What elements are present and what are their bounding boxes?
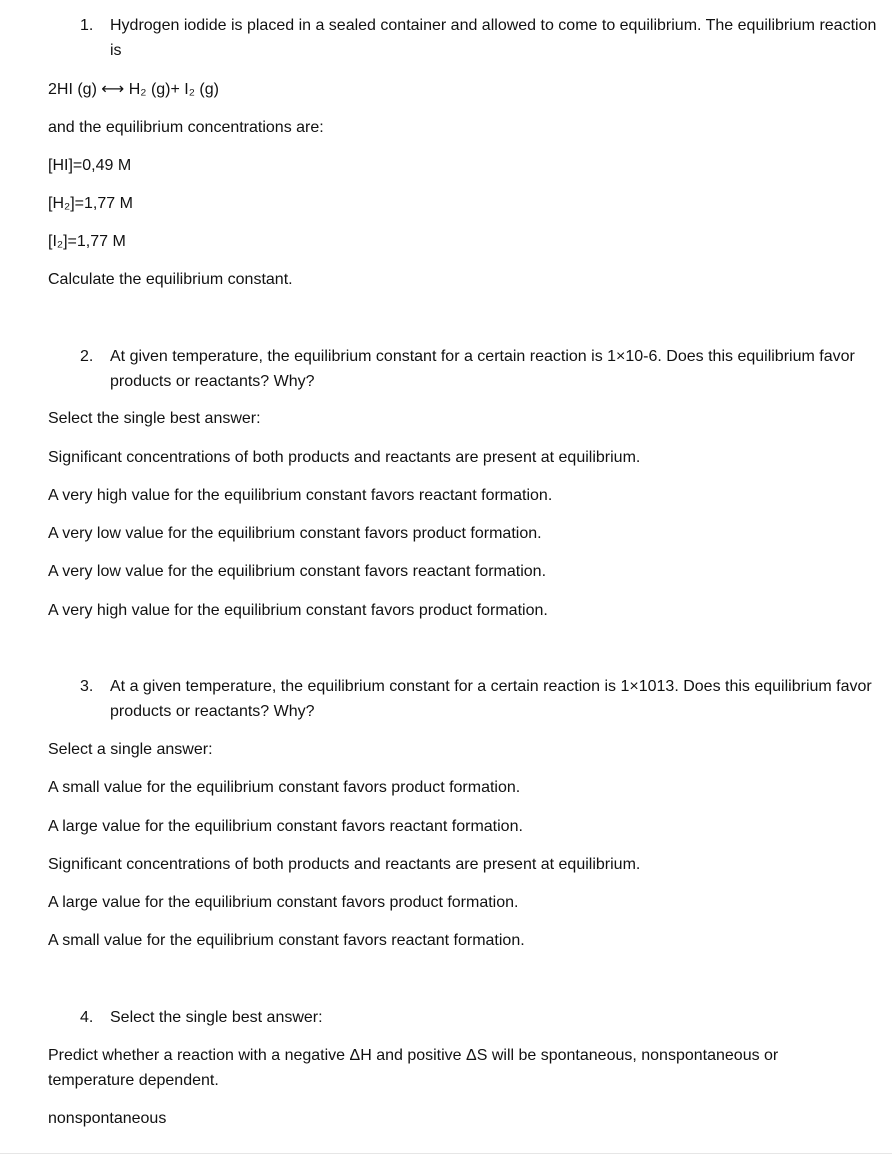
q2-option-5[interactable]: A very high value for the equilibrium constant favors product formation. (48, 602, 548, 619)
q4-answer[interactable]: nonspontaneous (48, 1110, 167, 1127)
q3-option-3[interactable]: Significant concentrations of both products and reactants are present at equilibrium. (48, 856, 641, 873)
q1-concentration-hi: [HI]=0,49 M (48, 157, 132, 174)
q3-prompt: Select a single answer: (48, 741, 213, 758)
q3-question: At a given temperature, the equilibrium constant for a certain reaction is 1×1013. Does this equilibrium favor products or reactants? Why? (110, 678, 872, 720)
q1-task: Calculate the equilibrium constant. (48, 271, 293, 288)
q1-intro: and the equilibrium concentrations are: (48, 119, 324, 136)
q3-option-5[interactable]: A small value for the equilibrium constant favors reactant formation. (48, 932, 525, 949)
q1-concentration-i2: [I₂]=1,77 M (48, 233, 126, 250)
q3-number: 3. (80, 678, 94, 695)
q2-number: 2. (80, 348, 94, 365)
q2-option-2[interactable]: A very high value for the equilibrium constant favors reactant formation. (48, 487, 553, 504)
q3-option-4[interactable]: A large value for the equilibrium constant favors product formation. (48, 894, 519, 911)
q2-option-1[interactable]: Significant concentrations of both products and reactants are present at equilibrium. (48, 449, 641, 466)
page-bottom-edge (0, 1153, 892, 1154)
q1-concentration-h2: [H₂]=1,77 M (48, 195, 133, 212)
q2-prompt: Select the single best answer: (48, 410, 261, 427)
q4-prompt: Select the single best answer: (110, 1009, 323, 1026)
q1-question: Hydrogen iodide is placed in a sealed container and allowed to come to equilibrium. The equilibrium reaction is (110, 17, 877, 59)
q2-question: At given temperature, the equilibrium constant for a certain reaction is 1×10-6. Does this equilibrium favor products or reactants? Why? (110, 348, 855, 390)
q1-number: 1. (80, 17, 94, 34)
q2-option-4[interactable]: A very low value for the equilibrium constant favors reactant formation. (48, 563, 547, 580)
q3-option-2[interactable]: A large value for the equilibrium constant favors reactant formation. (48, 818, 523, 835)
q3-option-1[interactable]: A small value for the equilibrium constant favors product formation. (48, 779, 521, 796)
q2-option-3[interactable]: A very low value for the equilibrium constant favors product formation. (48, 525, 542, 542)
q4-number: 4. (80, 1009, 94, 1026)
q4-question: Predict whether a reaction with a negative ΔH and positive ΔS will be spontaneous, nonspontaneous or temperature dependent. (48, 1047, 779, 1089)
q1-reaction: 2HI (g) ⟷ H₂ (g)+ I₂ (g) (48, 81, 219, 98)
